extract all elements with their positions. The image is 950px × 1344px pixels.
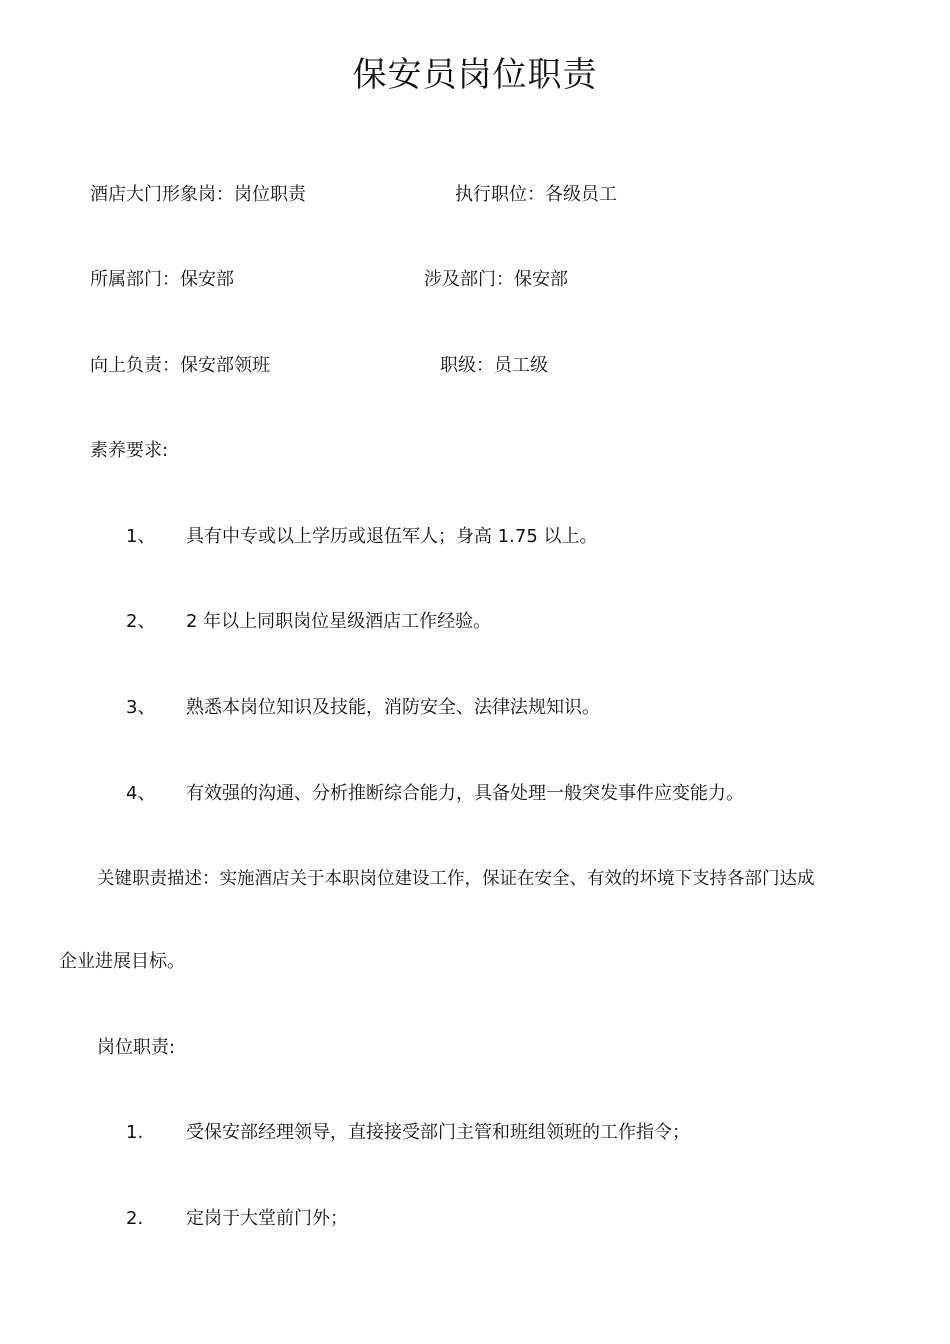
duties-heading: 岗位职责: [97, 1037, 176, 1058]
rank: 职级：员工级 [440, 355, 548, 376]
department: 所属部门：保安部 [90, 269, 234, 290]
post-label: 酒店大门形象岗：岗位职责 [90, 184, 306, 205]
duty-number: 1. [126, 1122, 144, 1143]
related-department: 涉及部门：保安部 [424, 269, 568, 290]
duty-number: 2. [126, 1208, 144, 1229]
qualification-number: 3、 [126, 697, 156, 718]
key-duty-description-continued: 企业进展目标。 [59, 951, 185, 972]
reports-to: 向上负责：保安部领班 [90, 355, 270, 376]
qualification-number: 4、 [126, 783, 156, 804]
duty-item: 受保安部经理领导，直接接受部门主管和班组领班的工作指令； [186, 1122, 690, 1143]
qualification-item: 有效强的沟通、分析推断综合能力，具备处理一般突发事件应变能力。 [186, 783, 744, 804]
exec-position: 执行职位：各级员工 [455, 184, 617, 205]
qualification-number: 2、 [126, 611, 156, 632]
key-duty-description: 关键职责描述：实施酒店关于本职岗位建设工作，保证在安全、有效的坏境下支持各部门达成 [97, 869, 815, 889]
duty-item: 定岗于大堂前门外； [186, 1208, 348, 1229]
qualification-item: 具有中专或以上学历或退伍军人；身高 1.75 以上。 [186, 526, 598, 547]
qualifications-heading: 素养要求: [90, 440, 169, 461]
qualification-item: 熟悉本岗位知识及技能，消防安全、法律法规知识。 [186, 697, 600, 718]
qualification-item: 2 年以上同职岗位星级酒店工作经验。 [186, 611, 492, 632]
qualification-number: 1、 [126, 526, 156, 547]
document-title: 保安员岗位职责 [352, 55, 598, 95]
